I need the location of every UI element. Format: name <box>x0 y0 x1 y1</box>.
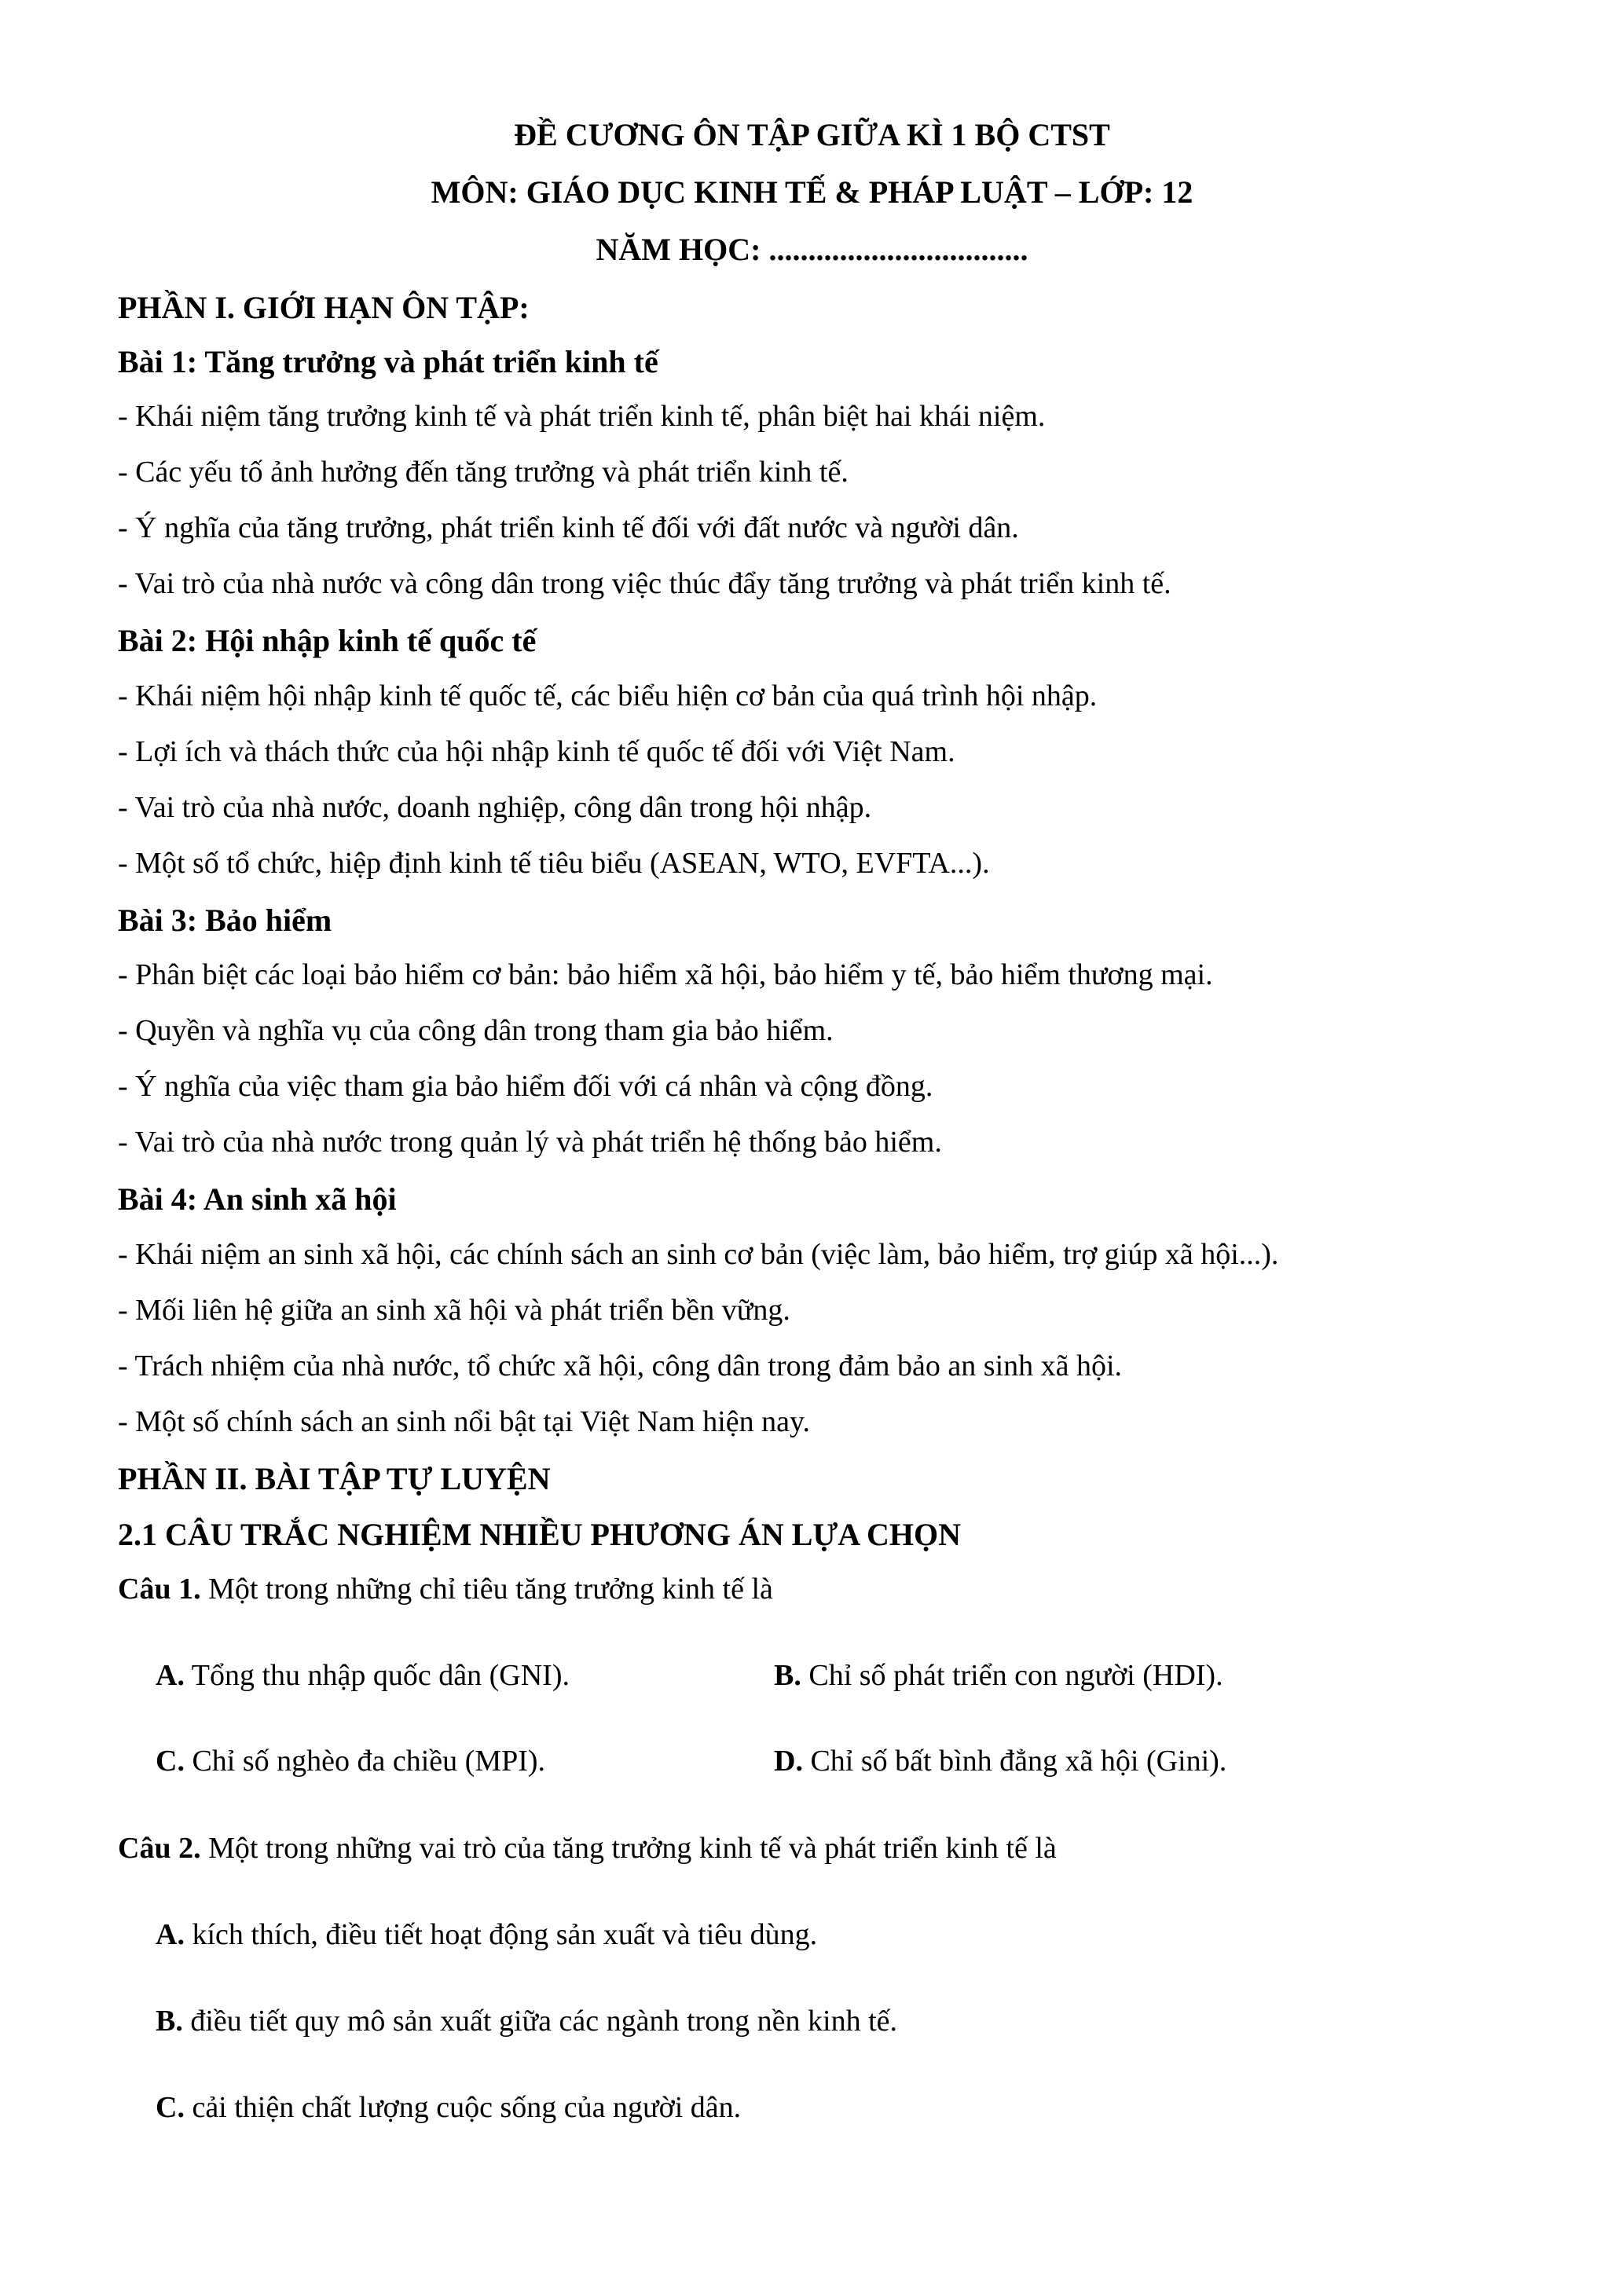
subject-line: MÔN: GIÁO DỤC KINH TẾ & PHÁP LUẬT – LỚP: 12 <box>431 174 1193 210</box>
question-label: Câu 2. <box>118 1832 201 1865</box>
option-text: điều tiết quy mô sản xuất giữa các ngành trong nền kinh tế. <box>182 2005 898 2038</box>
section-heading: 2.1 CÂU TRẮC NGHIỆM NHIỀU PHƯƠNG ÁN LỰA CHỌN <box>118 1517 961 1552</box>
lesson2-item: - Vai trò của nhà nước, doanh nghiệp, công dân trong hội nhập. <box>118 791 872 824</box>
question-1 <box>118 1572 773 1606</box>
lesson1-title: Bài 1: Tăng trưởng và phát triển kinh tế <box>118 344 658 379</box>
lesson1-item: - Vai trò của nhà nước và công dân trong việc thúc đẩy tăng trưởng và phát triển kinh tế. <box>118 567 1171 600</box>
option-letter: B. <box>156 2005 183 2038</box>
option-letter: D. <box>774 1745 803 1778</box>
option-text: Chỉ số nghèo đa chiều (MPI). <box>184 1745 546 1778</box>
option-text: kích thích, điều tiết hoạt động sản xuất và tiêu dùng. <box>184 1918 818 1951</box>
lesson1-item: - Các yếu tố ảnh hưởng đến tăng trưởng và phát triển kinh tế. <box>118 456 849 489</box>
lesson3-item: - Vai trò của nhà nước trong quản lý và phát triển hệ thống bảo hiểm. <box>118 1126 942 1159</box>
lesson3-title: Bài 3: Bảo hiểm <box>118 903 332 938</box>
lesson3-item: - Quyền và nghĩa vụ của công dân trong tham gia bảo hiểm. <box>118 1014 834 1047</box>
lesson4-item: - Khái niệm an sinh xã hội, các chính sách an sinh cơ bản (việc làm, bảo hiểm, trợ giúp xã hội...). <box>118 1238 1279 1271</box>
lesson2-item: - Khái niệm hội nhập kinh tế quốc tế, các biểu hiện cơ bản của quá trình hội nhập. <box>118 679 1098 712</box>
option-letter: A. <box>156 1659 185 1692</box>
q2-option-b <box>156 2004 897 2038</box>
option-text: Tổng thu nhập quốc dân (GNI). <box>184 1659 570 1692</box>
lesson4-item: - Mối liên hệ giữa an sinh xã hội và phát triển bền vững. <box>118 1294 790 1327</box>
lesson1-item: - Ý nghĩa của tăng trưởng, phát triển kinh tế đối với đất nước và người dân. <box>118 511 1019 544</box>
option-text: Chỉ số phát triển con người (HDI). <box>801 1659 1223 1692</box>
part1-heading: PHẦN I. GIỚI HẠN ÔN TẬP: <box>118 290 530 325</box>
lesson3-item: - Phân biệt các loại bảo hiểm cơ bản: bảo hiểm xã hội, bảo hiểm y tế, bảo hiểm thương mại. <box>118 958 1213 991</box>
option-text: Chỉ số bất bình đẳng xã hội (Gini). <box>802 1745 1227 1778</box>
lesson4-item: - Một số chính sách an sinh nổi bật tại Việt Nam hiện nay. <box>118 1405 811 1438</box>
question-text: Một trong những vai trò của tăng trưởng kinh tế và phát triển kinh tế là <box>200 1832 1057 1865</box>
q2-option-c <box>156 2090 741 2125</box>
q1-option-d <box>774 1744 1226 1778</box>
lesson4-item: - Trách nhiệm của nhà nước, tổ chức xã hội, công dân trong đảm bảo an sinh xã hội. <box>118 1349 1123 1382</box>
option-letter: B. <box>774 1659 801 1692</box>
q1-option-a <box>156 1658 570 1693</box>
lesson4-title: Bài 4: An sinh xã hội <box>118 1181 397 1217</box>
part2-heading: PHẦN II. BÀI TẬP TỰ LUYỆN <box>118 1461 551 1496</box>
school-year-line: NĂM HỌC: ................................. <box>596 232 1028 267</box>
document-title: ĐỀ CƯƠNG ÔN TẬP GIỮA KÌ 1 BỘ CTST <box>514 117 1110 152</box>
q2-option-a <box>156 1917 817 1952</box>
q1-option-b <box>774 1658 1223 1693</box>
question-text: Một trong những chỉ tiêu tăng trưởng kinh tế là <box>200 1573 773 1606</box>
lesson2-item: - Lợi ích và thách thức của hội nhập kinh tế quốc tế đối với Việt Nam. <box>118 735 955 768</box>
lesson2-title: Bài 2: Hội nhập kinh tế quốc tế <box>118 623 537 658</box>
option-letter: C. <box>156 1745 185 1778</box>
q1-option-c <box>156 1744 545 1778</box>
option-text: cải thiện chất lượng cuộc sống của người dân. <box>184 2091 742 2124</box>
lesson3-item: - Ý nghĩa của việc tham gia bảo hiểm đối với cá nhân và cộng đồng. <box>118 1070 933 1103</box>
question-2 <box>118 1831 1057 1866</box>
lesson1-item: - Khái niệm tăng trưởng kinh tế và phát triển kinh tế, phân biệt hai khái niệm. <box>118 400 1046 433</box>
option-letter: C. <box>156 2091 185 2124</box>
lesson2-item: - Một số tổ chức, hiệp định kinh tế tiêu biểu (ASEAN, WTO, EVFTA...). <box>118 847 990 880</box>
question-label: Câu 1. <box>118 1573 201 1606</box>
option-letter: A. <box>156 1918 185 1951</box>
